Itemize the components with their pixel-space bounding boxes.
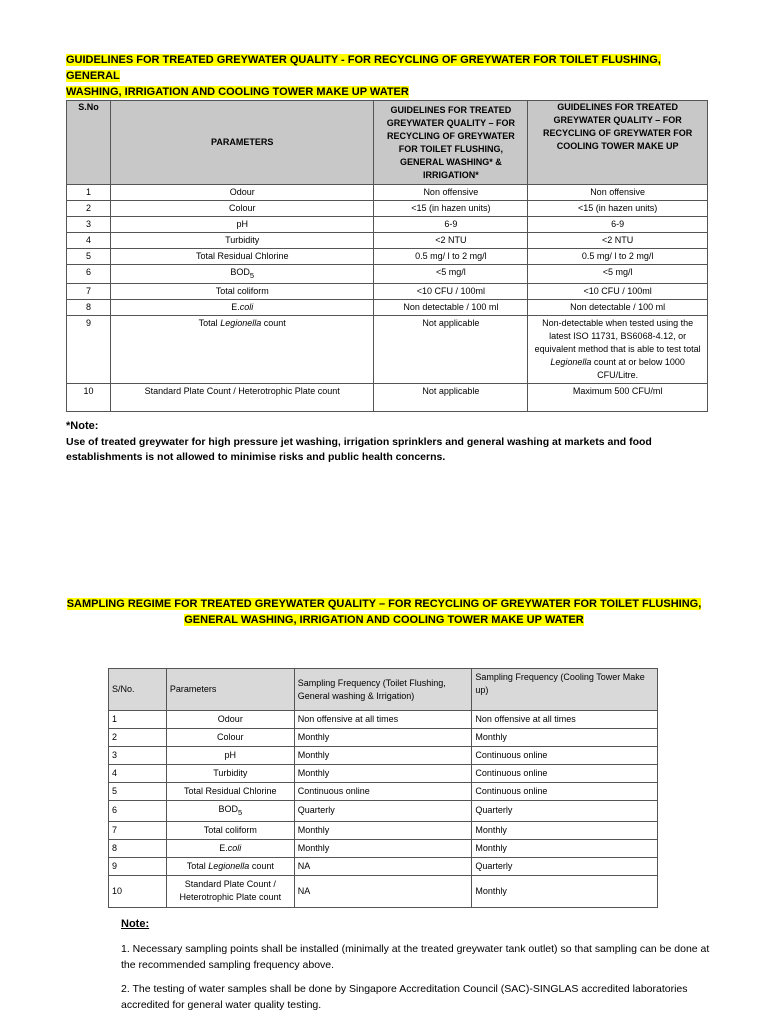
sampling-title-line1: SAMPLING REGIME FOR TREATED GREYWATER QUALITY – FOR RECYCLING OF GREYWATER FOR TOILET FLUSHING,: [66, 598, 702, 610]
parameter-cell: [110, 283, 374, 299]
toilet-value-cell: 0.5 mg/ l to 2 mg/l: [374, 249, 528, 265]
table-row: [67, 201, 708, 217]
parameter-name: Total coliform: [203, 824, 257, 835]
table-row: [67, 185, 708, 201]
sampling-header-row: [109, 669, 658, 711]
table-row: [109, 765, 658, 783]
toilet-value-cell: <5 mg/l: [374, 265, 528, 284]
parameter-name: Colour: [228, 203, 256, 213]
table-row: [67, 283, 708, 299]
table-row: [109, 783, 658, 801]
parameter-cell: [166, 747, 294, 765]
toilet-value-cell: 6-9: [374, 217, 528, 233]
header-sno: S.No: [67, 101, 111, 185]
cooling-value-cell: Monthly: [472, 839, 658, 857]
toilet-value-cell: <10 CFU / 100ml: [374, 283, 528, 299]
parameter-name: Total Residual Chlorine: [195, 251, 289, 261]
table-row: [109, 839, 658, 857]
cooling-value-cell: Maximum 500 CFU/ml: [528, 383, 708, 411]
row-number: 10: [67, 383, 111, 411]
parameter-name-suffix: count: [261, 317, 286, 328]
toilet-value-cell: Monthly: [294, 821, 472, 839]
parameter-name: Turbidity: [213, 768, 248, 778]
row-number: 10: [109, 875, 167, 907]
parameter-name-italic: coli: [227, 842, 242, 853]
cooling-value-cell: Non offensive at all times: [472, 711, 658, 729]
cooling-value-cell: Quarterly: [472, 857, 658, 875]
row-number: 5: [67, 249, 111, 265]
table-row: [67, 265, 708, 284]
row-number: 3: [67, 217, 111, 233]
parameter-name-italic: Legionella: [208, 860, 250, 871]
toilet-value-cell: Monthly: [294, 729, 472, 747]
sampling-title-line2: GENERAL WASHING, IRRIGATION AND COOLING TOWER MAKE UP WATER: [184, 614, 584, 626]
cooling-value-cell: 6-9: [528, 217, 708, 233]
parameter-cell: [166, 857, 294, 875]
sampling-title: [60, 596, 708, 628]
row-number: 8: [109, 839, 167, 857]
parameter-cell: [110, 299, 374, 315]
row-number: 3: [109, 747, 167, 765]
parameter-subscript: 5: [249, 270, 255, 280]
guidelines-table: [66, 100, 708, 412]
parameter-name: Colour: [217, 732, 244, 742]
sampling-table: [108, 668, 658, 908]
parameter-name: Total: [198, 317, 221, 328]
row-number: 2: [67, 201, 111, 217]
header-parameters: Parameters: [166, 669, 294, 711]
table-row: [109, 747, 658, 765]
parameter-cell: [166, 839, 294, 857]
toilet-value-cell: Monthly: [294, 765, 472, 783]
cooling-value-cell: Continuous online: [472, 765, 658, 783]
header-sno: S/No.: [109, 669, 167, 711]
row-number: 1: [67, 185, 111, 201]
row-number: 9: [109, 857, 167, 875]
header-parameters: PARAMETERS: [110, 101, 374, 185]
parameter-name-italic: Legionella: [220, 317, 262, 328]
parameter-cell: [110, 217, 374, 233]
toilet-value-cell: Continuous online: [294, 783, 472, 801]
table-row: [109, 857, 658, 875]
table-row: [109, 711, 658, 729]
table-row: [67, 217, 708, 233]
table-row: [67, 299, 708, 315]
row-number: 6: [109, 801, 167, 822]
cooling-value-cell: Monthly: [472, 821, 658, 839]
parameter-name: E.: [231, 301, 240, 312]
parameter-name-italic: coli: [239, 301, 254, 312]
note-paragraph-2: 2. The testing of water samples shall be done by Singapore Accreditation Council (SAC)-SINGLAS accredited laboratories accredited for general water quality testing.: [121, 983, 688, 1011]
toilet-value-cell: Non detectable / 100 ml: [374, 299, 528, 315]
row-number: 4: [67, 233, 111, 249]
table-row: [67, 383, 708, 411]
table-row: [67, 315, 708, 383]
parameter-cell: [166, 765, 294, 783]
parameter-subscript: 5: [237, 807, 243, 817]
parameter-cell: [166, 783, 294, 801]
cooling-value-cell: Non offensive: [528, 185, 708, 201]
cooling-value-cell: Continuous online: [472, 783, 658, 801]
cooling-value-italic: Legionella: [550, 356, 592, 367]
table-row: [109, 875, 658, 907]
guidelines-title: [66, 52, 706, 100]
table-row: [67, 233, 708, 249]
parameter-cell: [166, 711, 294, 729]
toilet-value-cell: Non offensive: [374, 185, 528, 201]
parameter-name: pH: [236, 219, 248, 229]
parameter-cell: [166, 821, 294, 839]
table-row: [109, 801, 658, 822]
cooling-value-cell: <2 NTU: [528, 233, 708, 249]
parameter-name: Total Residual Chlorine: [184, 786, 277, 796]
header-cooling: Sampling Frequency (Cooling Tower Make up): [472, 669, 658, 711]
cooling-value-cell: <10 CFU / 100ml: [528, 283, 708, 299]
toilet-value-cell: Monthly: [294, 747, 472, 765]
cooling-value-cell: Continuous online: [472, 747, 658, 765]
table-row: [67, 249, 708, 265]
parameter-cell: [110, 265, 374, 284]
table-row: [109, 821, 658, 839]
parameter-cell: [166, 875, 294, 907]
parameter-name: E.: [219, 842, 228, 853]
row-number: 5: [109, 783, 167, 801]
parameter-name: Odour: [229, 187, 255, 197]
parameter-name: Total: [186, 860, 209, 871]
parameter-cell: [110, 383, 374, 411]
cooling-value-text-end: count at or below 1000 CFU/Litre.: [591, 356, 685, 380]
guidelines-title-line2: WASHING, IRRIGATION AND COOLING TOWER MAKE UP WATER: [66, 86, 409, 98]
toilet-value-cell: Quarterly: [294, 801, 472, 822]
parameter-name: pH: [224, 750, 237, 760]
row-number: 7: [67, 283, 111, 299]
cooling-value-text: Non-detectable when tested using the latest ISO 11731, BS6068-4.12, or equivalent method that is able to test total: [534, 317, 701, 354]
parameter-name: Standard Plate Count / Heterotrophic Plate count: [179, 879, 282, 903]
row-number: 9: [67, 315, 111, 383]
header-cooling: GUIDELINES FOR TREATED GREYWATER QUALITY – FOR RECYCLING OF GREYWATER FOR COOLING TOWER MAKE UP: [528, 101, 708, 185]
parameter-name: BOD: [218, 804, 238, 814]
cooling-value-cell: Monthly: [472, 875, 658, 907]
parameter-name: Total coliform: [215, 285, 269, 296]
toilet-value-cell: Monthly: [294, 839, 472, 857]
row-number: 7: [109, 821, 167, 839]
parameter-cell: [110, 233, 374, 249]
row-number: 6: [67, 265, 111, 284]
cooling-value-cell: [528, 315, 708, 383]
parameter-name: Turbidity: [225, 235, 260, 245]
cooling-value-cell: <15 (in hazen units): [528, 201, 708, 217]
note-heading: Note:: [121, 918, 150, 930]
row-number: 8: [67, 299, 111, 315]
parameter-cell: [110, 201, 374, 217]
toilet-value-cell: <15 (in hazen units): [374, 201, 528, 217]
cooling-value-cell: <5 mg/l: [528, 265, 708, 284]
toilet-value-cell: Not applicable: [374, 315, 528, 383]
cooling-value-cell: Quarterly: [472, 801, 658, 822]
parameter-cell: [110, 249, 374, 265]
cooling-value-cell: Non detectable / 100 ml: [528, 299, 708, 315]
toilet-value-cell: NA: [294, 875, 472, 907]
note-paragraph-1: 1. Necessary sampling points shall be installed (minimally at the treated greywater tank outlet) so that sampling can be done at the recommended sampling frequency above.: [121, 943, 710, 971]
guidelines-title-line1: GUIDELINES FOR TREATED GREYWATER QUALITY - FOR RECYCLING OF GREYWATER FOR TOILET FLUSHING, GENERAL: [66, 54, 661, 82]
toilet-value-cell: Non offensive at all times: [294, 711, 472, 729]
toilet-value-cell: Not applicable: [374, 383, 528, 411]
parameter-cell: [166, 801, 294, 822]
row-number: 1: [109, 711, 167, 729]
toilet-value-cell: <2 NTU: [374, 233, 528, 249]
note-text: Use of treated greywater for high pressure jet washing, irrigation sprinklers and general washing at markets and food establishments is not allowed to minimise risks and public health concerns.: [66, 436, 652, 463]
row-number: 2: [109, 729, 167, 747]
header-toilet: Sampling Frequency (Toilet Flushing, General washing & Irrigation): [294, 669, 472, 711]
guidelines-header-row: [67, 101, 708, 185]
cooling-value-cell: 0.5 mg/ l to 2 mg/l: [528, 249, 708, 265]
table-row: [109, 729, 658, 747]
cooling-value-cell: Monthly: [472, 729, 658, 747]
header-toilet: GUIDELINES FOR TREATED GREYWATER QUALITY – FOR RECYCLING OF GREYWATER FOR TOILET FLUSHING, GENERAL WASHING* & IRRIGATION*: [374, 101, 528, 185]
parameter-name-suffix: count: [249, 860, 274, 871]
parameter-cell: [110, 315, 374, 383]
toilet-value-cell: NA: [294, 857, 472, 875]
note-heading: *Note:: [66, 420, 99, 432]
parameter-name: BOD: [230, 267, 250, 277]
parameter-name: Standard Plate Count / Heterotrophic Plate count: [144, 385, 340, 396]
parameter-cell: [166, 729, 294, 747]
row-number: 4: [109, 765, 167, 783]
parameter-name: Odour: [217, 714, 243, 724]
parameter-cell: [110, 185, 374, 201]
